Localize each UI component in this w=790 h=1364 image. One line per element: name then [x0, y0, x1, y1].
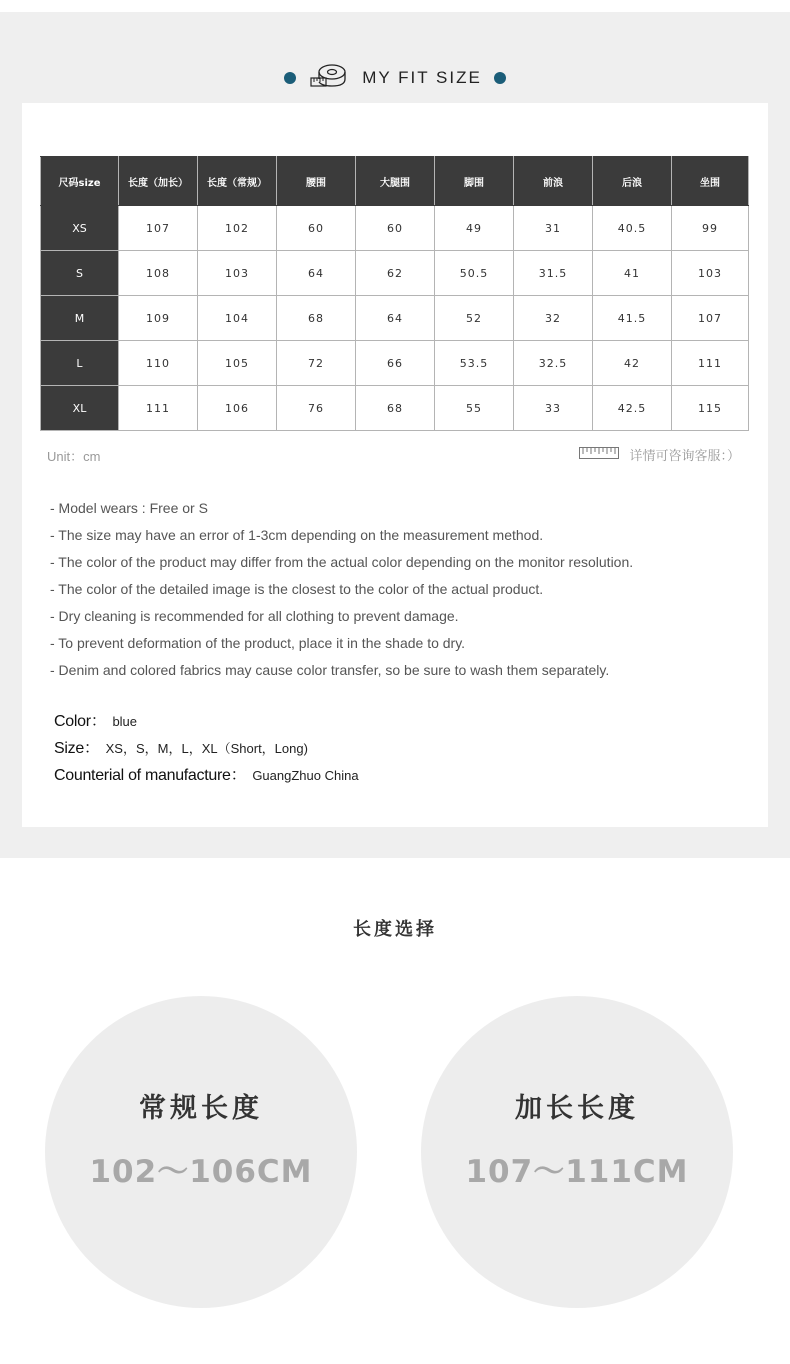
table-cell: 68: [356, 386, 435, 431]
table-cell: 60: [356, 206, 435, 251]
size-info-card: [22, 103, 768, 827]
color-label: Color：: [54, 713, 107, 730]
table-row: [41, 251, 749, 296]
size-cell: XL: [41, 386, 119, 431]
size-spec: [54, 735, 734, 758]
regular-length-range: 102～106CM: [89, 1154, 313, 1190]
table-cell: 68: [277, 296, 356, 341]
table-cell: 103: [672, 251, 749, 296]
consult-note: [579, 445, 740, 464]
table-cell: 53.5: [435, 341, 514, 386]
table-cell: 62: [356, 251, 435, 296]
fit-size-header: [0, 62, 790, 94]
table-cell: 108: [119, 251, 198, 296]
origin-label: Counterial of manufacture：: [54, 767, 247, 784]
long-length-range: 107～111CM: [465, 1154, 689, 1190]
table-cell: 60: [277, 206, 356, 251]
table-cell: 64: [277, 251, 356, 296]
list-item: - Dry cleaning is recommended for all clothing to prevent damage.: [50, 608, 459, 624]
table-cell: 66: [356, 341, 435, 386]
table-cell: 42: [593, 341, 672, 386]
table-cell: 103: [198, 251, 277, 296]
size-cell: M: [41, 296, 119, 341]
table-cell: 107: [672, 296, 749, 341]
column-header: 坐围: [672, 157, 749, 206]
table-cell: 110: [119, 341, 198, 386]
bullet-dot-left: [284, 72, 296, 84]
table-cell: 31.5: [514, 251, 593, 296]
table-cell: 42.5: [593, 386, 672, 431]
column-header: 脚围: [435, 157, 514, 206]
table-cell: 41.5: [593, 296, 672, 341]
bullet-dot-right: [494, 72, 506, 84]
length-section-title: 长度选择: [353, 919, 437, 940]
long-length-circle: [421, 996, 733, 1308]
size-label: Size：: [54, 740, 100, 757]
column-header: 腰围: [277, 157, 356, 206]
list-item: - The color of the product may differ from the actual color depending on the monitor resolution.: [50, 554, 634, 570]
table-cell: 76: [277, 386, 356, 431]
table-cell: 49: [435, 206, 514, 251]
list-item: - The color of the detailed image is the closest to the color of the actual product.: [50, 581, 544, 597]
table-cell: 50.5: [435, 251, 514, 296]
column-header: 长度（加长）: [119, 157, 198, 206]
table-row: [41, 206, 749, 251]
long-length-name: 加长长度: [515, 1093, 639, 1124]
table-cell: 41: [593, 251, 672, 296]
ruler-icon: [579, 447, 619, 463]
table-cell: 64: [356, 296, 435, 341]
table-cell: 105: [198, 341, 277, 386]
size-cell: S: [41, 251, 119, 296]
table-cell: 107: [119, 206, 198, 251]
column-header: 尺码size: [41, 157, 119, 206]
unit-label: Unit：cm: [47, 449, 101, 464]
list-item: - To prevent deformation of the product, place it in the shade to dry.: [50, 635, 466, 651]
size-cell: L: [41, 341, 119, 386]
list-item: - Denim and colored fabrics may cause color transfer, so be sure to wash them separately.: [50, 662, 610, 678]
column-header: 长度（常规）: [198, 157, 277, 206]
table-cell: 104: [198, 296, 277, 341]
size-value: XS，S，M，L，XL（Short，Long): [105, 741, 308, 756]
table-cell: 102: [198, 206, 277, 251]
regular-length-circle: [45, 996, 357, 1308]
table-cell: 106: [198, 386, 277, 431]
size-cell: XS: [41, 206, 119, 251]
table-header-row: [41, 157, 749, 206]
regular-length-name: 常规长度: [139, 1093, 263, 1124]
table-cell: 111: [672, 341, 749, 386]
table-row: [41, 386, 749, 431]
table-cell: 40.5: [593, 206, 672, 251]
table-cell: 111: [119, 386, 198, 431]
origin-value: GuangZhuo China: [252, 768, 359, 783]
color-spec: [54, 708, 734, 731]
table-row: [41, 296, 749, 341]
table-cell: 72: [277, 341, 356, 386]
fit-size-title: MY FIT SIZE: [362, 68, 482, 87]
measuring-tape-icon: [310, 63, 348, 93]
table-cell: 33: [514, 386, 593, 431]
size-table: [40, 156, 749, 431]
list-item: - The size may have an error of 1-3cm depending on the measurement method.: [50, 527, 544, 543]
notes-list: [50, 498, 633, 687]
column-header: 大腿围: [356, 157, 435, 206]
origin-spec: [54, 762, 734, 785]
list-item: - Model wears : Free or S: [50, 500, 208, 516]
consult-text: 详情可咨询客服：）: [629, 449, 740, 464]
table-cell: 109: [119, 296, 198, 341]
column-header: 后浪: [593, 157, 672, 206]
table-cell: 32.5: [514, 341, 593, 386]
table-cell: 31: [514, 206, 593, 251]
table-cell: 99: [672, 206, 749, 251]
column-header: 前浪: [514, 157, 593, 206]
table-cell: 55: [435, 386, 514, 431]
table-cell: 32: [514, 296, 593, 341]
table-cell: 115: [672, 386, 749, 431]
table-cell: 52: [435, 296, 514, 341]
table-row: [41, 341, 749, 386]
color-value: blue: [112, 714, 138, 729]
